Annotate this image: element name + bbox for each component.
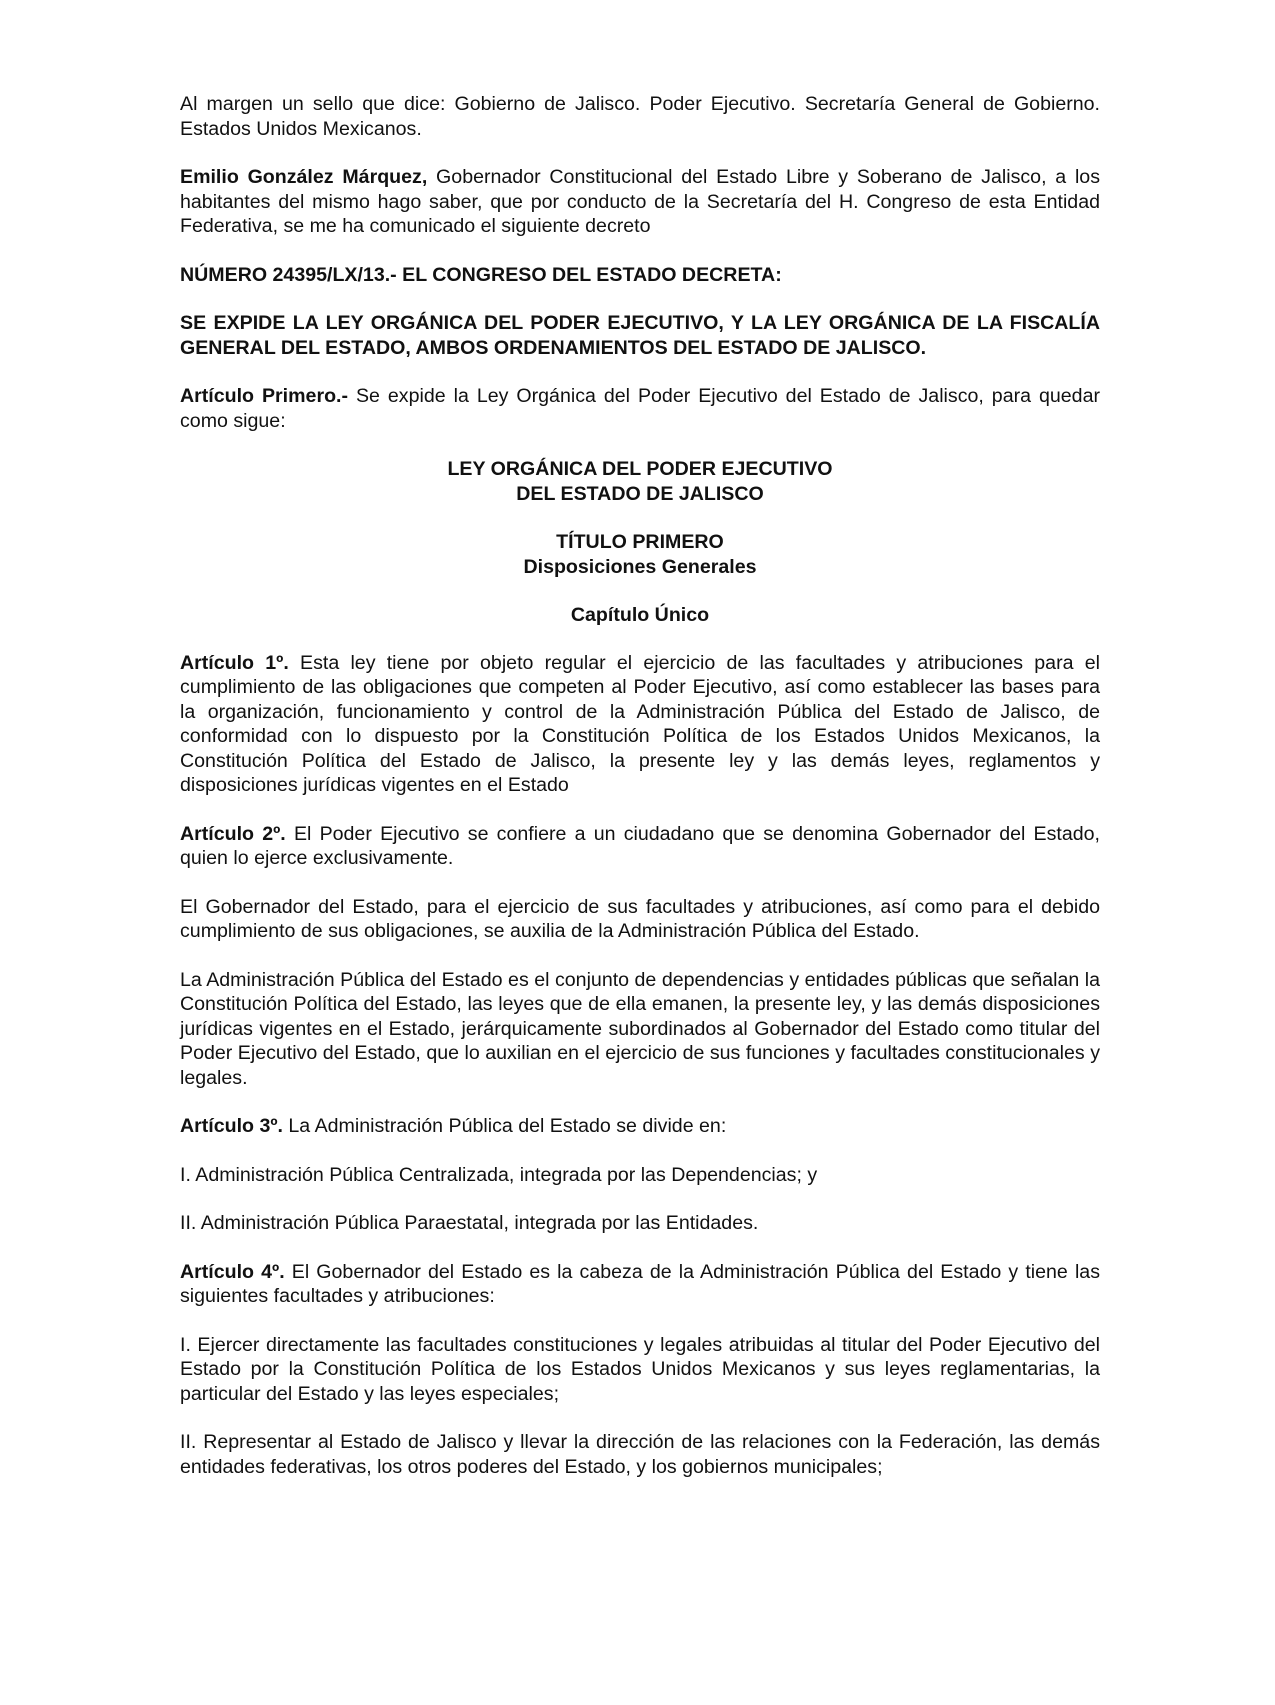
article-2-label: Artículo 2º. — [180, 822, 286, 845]
article-primero-label: Artículo Primero.- — [180, 385, 349, 407]
article-2-text: El Poder Ejecutivo se confiere a un ciudadano que se denomina Gobernador del Estado, quien lo ejerce exclusivamente. — [180, 822, 1100, 869]
article-3-text: La Administración Pública del Estado se divide en: — [282, 1115, 727, 1137]
article-4-item-2: II. Representar al Estado de Jalisco y llevar la dirección de las relaciones con la Federación, las demás entidades federativas, los otros poderes del Estado, y los gobiernos municipales; — [180, 1431, 1100, 1478]
article-1-text: Esta ley tiene por objeto regular el ejercicio de las facultades y atribuciones para el cumplimiento de las obligaciones que competen al Poder Ejecutivo, así como establecer las bases para la organización, funcionamiento y control de la Administración Pública del Estado de Jalisco, de conformidad con lo dispuesto por la Constitución Política de los Estados Unidos Mexicanos, la Constitución Política del Estado de Jalisco, la presente ley y las demás leyes, reglamentos y disposiciones jurídicas vigentes en el Estado — [180, 651, 1100, 796]
article-3-label: Artículo 3º. — [180, 1115, 283, 1137]
article-3-item-2: II. Administración Pública Paraestatal, integrada por las Entidades. — [180, 1212, 759, 1234]
article-4-label: Artículo 4º. — [180, 1260, 285, 1283]
decree-number: NÚMERO 24395/LX/13.- EL CONGRESO DEL ESTADO DECRETA: — [180, 263, 782, 286]
titulo-heading — [180, 530, 1100, 579]
decree-subject: SE EXPIDE LA LEY ORGÁNICA DEL PODER EJECUTIVO, Y LA LEY ORGÁNICA DE LA FISCALÍA GENERAL DEL ESTADO, AMBOS ORDENAMIENTOS DEL ESTADO DE JALISCO. — [180, 312, 1100, 359]
titulo-line2: Disposiciones Generales — [523, 555, 757, 578]
article-4-text: El Gobernador del Estado es la cabeza de la Administración Pública del Estado y tiene las siguientes facultades y atribuciones: — [180, 1260, 1100, 1307]
article-3 — [180, 1114, 1100, 1139]
law-title-line1: LEY ORGÁNICA DEL PODER EJECUTIVO — [447, 458, 833, 480]
article-1-label: Artículo 1º. — [180, 651, 289, 674]
article-2-paragraph-2: El Gobernador del Estado, para el ejercicio de sus facultades y atribuciones, así como para el debido cumplimiento de sus obligaciones, se auxilia de la Administración Pública del Estado. — [180, 895, 1100, 942]
intro-paragraph — [180, 165, 1100, 239]
law-title-line2: DEL ESTADO DE JALISCO — [516, 482, 764, 505]
article-3-item-1: I. Administración Pública Centralizada, integrada por las Dependencias; y — [180, 1163, 818, 1186]
article-4-item-1: I. Ejercer directamente las facultades constituciones y legales atribuidas al titular del Poder Ejecutivo del Estado por la Constitución Política de los Estados Unidos Mexicanos y sus leyes reglamentarias, la particular del Estado y las leyes especiales; — [180, 1333, 1100, 1405]
article-1 — [180, 651, 1100, 798]
intro-text: Gobernador Constitucional del Estado Libre y Soberano de Jalisco, a los habitantes del mismo hago saber, que por conducto de la Secretaría del H. Congreso de esta Entidad Federativa, se me ha comunicado el siguiente decreto — [180, 166, 1101, 237]
article-2 — [180, 822, 1100, 871]
article-4 — [180, 1260, 1100, 1309]
governor-name: Emilio González Márquez, — [180, 166, 428, 188]
article-primero-text: Se expide la Ley Orgánica del Poder Ejecutivo del Estado de Jalisco, para quedar como sigue: — [180, 385, 1100, 432]
document-page — [180, 92, 1100, 1503]
titulo-line1: TÍTULO PRIMERO — [556, 531, 724, 553]
capitulo-heading: Capítulo Único — [570, 604, 710, 626]
margin-note: Al margen un sello que dice: Gobierno de Jalisco. Poder Ejecutivo. Secretaría General de Gobierno. Estados Unidos Mexicanos. — [180, 93, 1100, 140]
article-2-paragraph-3: La Administración Pública del Estado es el conjunto de dependencias y entidades públicas que señalan la Constitución Política del Estado, las leyes que de ella emanen, la presente ley, y las demás disposiciones jurídicas vigentes en el Estado, jerárquicamente subordinados al Gobernador del Estado como titular del Poder Ejecutivo del Estado, que lo auxilian en el ejercicio de sus funciones y facultades constitucionales y legales. — [180, 968, 1100, 1089]
law-title — [180, 457, 1100, 506]
article-primero — [180, 384, 1100, 433]
